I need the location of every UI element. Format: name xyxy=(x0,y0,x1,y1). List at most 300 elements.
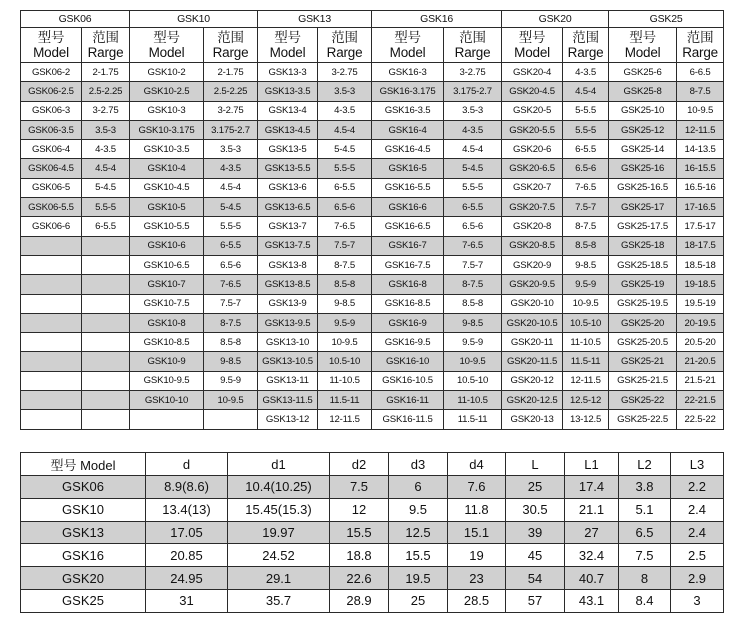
model-cell: GSK06-2.5 xyxy=(21,82,82,101)
dims-value-cell: 15.1 xyxy=(448,521,506,544)
model-header-en: Model xyxy=(33,45,69,60)
model-cell: GSK20-10.5 xyxy=(502,313,563,332)
model-cell: GSK13-12 xyxy=(258,410,318,429)
model-cell: GSK10-6 xyxy=(130,236,204,255)
table-row xyxy=(21,521,724,544)
range-cell: 5.5-5 xyxy=(318,159,372,178)
model-cell: GSK10-4.5 xyxy=(130,178,204,197)
range-cell: 10-9.5 xyxy=(563,294,609,313)
range-header-en: Rarge xyxy=(682,45,718,60)
dims-value-cell: 17.4 xyxy=(565,476,619,499)
range-cell: 10-9.5 xyxy=(677,101,724,120)
range-cell: 5.5-5 xyxy=(444,178,502,197)
dims-value-cell: 27 xyxy=(565,521,619,544)
dims-value-cell: 7.5 xyxy=(619,544,671,567)
table-row xyxy=(21,498,724,521)
range-cell: 17-16.5 xyxy=(677,198,724,217)
range-cell: 21.5-21 xyxy=(677,371,724,390)
dims-value-cell: 43.1 xyxy=(565,589,619,612)
table-row xyxy=(21,63,724,82)
model-cell: GSK10-10 xyxy=(130,391,204,410)
range-header-cn: 范围 xyxy=(331,30,358,45)
table-row xyxy=(21,159,724,178)
range-cell: 3-2.75 xyxy=(204,101,258,120)
model-cell: GSK20-7.5 xyxy=(502,198,563,217)
dims-value-cell: 29.1 xyxy=(228,567,330,590)
range-cell: 4-3.5 xyxy=(563,63,609,82)
model-cell: GSK13-7.5 xyxy=(258,236,318,255)
group-title: GSK13 xyxy=(258,11,372,28)
range-header-cn: 范围 xyxy=(459,30,486,45)
range-cell: 9-8.5 xyxy=(318,294,372,313)
dims-value-cell: 3 xyxy=(671,589,724,612)
empty-cell xyxy=(82,333,130,352)
range-cell: 5-5.5 xyxy=(563,101,609,120)
model-cell: GSK13-8.5 xyxy=(258,275,318,294)
model-cell: GSK25-16 xyxy=(609,159,677,178)
range-cell: 6-5.5 xyxy=(82,217,130,236)
model-cell: GSK10-7.5 xyxy=(130,294,204,313)
dims-value-cell: 35.7 xyxy=(228,589,330,612)
model-cell: GSK06-5 xyxy=(21,178,82,197)
range-cell: 22.5-22 xyxy=(677,410,724,429)
range-cell: 6.5-6 xyxy=(563,159,609,178)
range-cell: 4-3.5 xyxy=(318,101,372,120)
model-cell: GSK25-18.5 xyxy=(609,255,677,274)
dims-value-cell: 21.1 xyxy=(565,498,619,521)
model-cell: GSK13-7 xyxy=(258,217,318,236)
dims-value-cell: 2.5 xyxy=(671,544,724,567)
range-cell: 2-1.75 xyxy=(204,63,258,82)
dims-value-cell: 31 xyxy=(146,589,228,612)
model-header-en: Model xyxy=(269,45,306,60)
dims-model-cell: GSK06 xyxy=(21,476,146,499)
model-cell: GSK20-10 xyxy=(502,294,563,313)
table-row xyxy=(21,101,724,120)
model-header-cell xyxy=(609,28,677,63)
dims-value-cell: 24.52 xyxy=(228,544,330,567)
model-header-en: Model xyxy=(148,45,185,60)
model-cell: GSK10-3 xyxy=(130,101,204,120)
model-cell: GSK10-5 xyxy=(130,198,204,217)
range-cell: 4.5-4 xyxy=(82,159,130,178)
range-cell: 4.5-4 xyxy=(318,120,372,139)
range-cell: 10.5-10 xyxy=(318,352,372,371)
group-header-row xyxy=(21,11,724,28)
range-cell: 5.5-5 xyxy=(563,120,609,139)
range-cell: 9.5-9 xyxy=(204,371,258,390)
range-cell: 9-8.5 xyxy=(563,255,609,274)
model-cell: GSK10-9.5 xyxy=(130,371,204,390)
range-cell: 7.5-7 xyxy=(444,255,502,274)
model-cell: GSK10-4 xyxy=(130,159,204,178)
range-cell: 20-19.5 xyxy=(677,313,724,332)
table-row xyxy=(21,217,724,236)
model-header-cell xyxy=(258,28,318,63)
model-cell: GSK13-11.5 xyxy=(258,391,318,410)
range-cell: 3.5-3 xyxy=(444,101,502,120)
range-header-en: Rarge xyxy=(454,45,491,60)
range-cell: 3.5-3 xyxy=(318,82,372,101)
model-cell: GSK25-18 xyxy=(609,236,677,255)
model-cell: GSK20-5.5 xyxy=(502,120,563,139)
model-cell: GSK10-2.5 xyxy=(130,82,204,101)
dimensions-table xyxy=(20,452,724,613)
empty-cell xyxy=(82,294,130,313)
model-cell: GSK06-3 xyxy=(21,101,82,120)
model-cell: GSK20-5 xyxy=(502,101,563,120)
model-header-cn: 型号 xyxy=(153,30,180,45)
table-row xyxy=(21,476,724,499)
range-cell: 7-6.5 xyxy=(563,178,609,197)
dims-value-cell: 32.4 xyxy=(565,544,619,567)
dims-header-cell: d2 xyxy=(330,453,389,476)
model-cell: GSK13-3.5 xyxy=(258,82,318,101)
range-cell: 18.5-18 xyxy=(677,255,724,274)
model-cell: GSK06-4.5 xyxy=(21,159,82,178)
empty-cell xyxy=(204,410,258,429)
dims-value-cell: 6.5 xyxy=(619,521,671,544)
model-cell: GSK20-8.5 xyxy=(502,236,563,255)
dims-header-row xyxy=(21,453,724,476)
model-cell: GSK13-6.5 xyxy=(258,198,318,217)
range-cell: 12-11.5 xyxy=(318,410,372,429)
table-row xyxy=(21,178,724,197)
model-cell: GSK16-4 xyxy=(372,120,444,139)
range-cell: 9-8.5 xyxy=(444,313,502,332)
range-cell: 8-7.5 xyxy=(444,275,502,294)
model-cell: GSK25-17 xyxy=(609,198,677,217)
range-cell: 3.175-2.7 xyxy=(444,82,502,101)
table-row xyxy=(21,294,724,313)
range-cell: 8.5-8 xyxy=(563,236,609,255)
table-row xyxy=(21,371,724,390)
model-cell: GSK16-5 xyxy=(372,159,444,178)
table-row xyxy=(21,333,724,352)
model-cell: GSK25-17.5 xyxy=(609,217,677,236)
table-row xyxy=(21,140,724,159)
model-cell: GSK16-3.175 xyxy=(372,82,444,101)
range-cell: 7-6.5 xyxy=(444,236,502,255)
model-cell: GSK25-16.5 xyxy=(609,178,677,197)
model-cell: GSK25-21 xyxy=(609,352,677,371)
model-cell: GSK16-8.5 xyxy=(372,294,444,313)
dims-value-cell: 8.4 xyxy=(619,589,671,612)
model-cell: GSK10-7 xyxy=(130,275,204,294)
model-cell: GSK25-19.5 xyxy=(609,294,677,313)
range-cell: 16-15.5 xyxy=(677,159,724,178)
range-header-en: Rarge xyxy=(567,45,604,60)
table-row xyxy=(21,410,724,429)
dims-header-cell: L xyxy=(506,453,565,476)
dims-value-cell: 57 xyxy=(506,589,565,612)
model-header-en: Model xyxy=(389,45,426,60)
dims-value-cell: 7.6 xyxy=(448,476,506,499)
dims-value-cell: 11.8 xyxy=(448,498,506,521)
range-cell: 13-12.5 xyxy=(563,410,609,429)
range-cell: 6-5.5 xyxy=(318,178,372,197)
model-cell: GSK13-9 xyxy=(258,294,318,313)
dims-value-cell: 12 xyxy=(330,498,389,521)
model-header-cell xyxy=(372,28,444,63)
range-cell: 3.5-3 xyxy=(82,120,130,139)
model-cell: GSK16-7.5 xyxy=(372,255,444,274)
range-cell: 3-2.75 xyxy=(444,63,502,82)
model-header-cell xyxy=(502,28,563,63)
model-cell: GSK25-12 xyxy=(609,120,677,139)
range-cell: 3-2.75 xyxy=(318,63,372,82)
range-cell: 9.5-9 xyxy=(444,333,502,352)
model-cell: GSK20-7 xyxy=(502,178,563,197)
model-cell: GSK13-9.5 xyxy=(258,313,318,332)
table-row xyxy=(21,589,724,612)
dims-model-cell: GSK20 xyxy=(21,567,146,590)
range-cell: 14-13.5 xyxy=(677,140,724,159)
dims-value-cell: 28.5 xyxy=(448,589,506,612)
range-cell: 8-7.5 xyxy=(563,217,609,236)
dims-value-cell: 2.4 xyxy=(671,498,724,521)
table-row xyxy=(21,275,724,294)
empty-cell xyxy=(21,255,82,274)
group-title: GSK25 xyxy=(609,11,724,28)
group-title: GSK16 xyxy=(372,11,502,28)
model-cell: GSK25-14 xyxy=(609,140,677,159)
model-header-en: Model xyxy=(624,45,661,60)
empty-cell xyxy=(21,352,82,371)
model-header-cn: 型号 xyxy=(274,30,301,45)
empty-cell xyxy=(82,352,130,371)
model-cell: GSK16-9 xyxy=(372,313,444,332)
dims-value-cell: 8.9(8.6) xyxy=(146,476,228,499)
model-cell: GSK20-6.5 xyxy=(502,159,563,178)
range-cell: 16.5-16 xyxy=(677,178,724,197)
model-cell: GSK16-11.5 xyxy=(372,410,444,429)
model-cell: GSK13-3 xyxy=(258,63,318,82)
range-cell: 10.5-10 xyxy=(563,313,609,332)
dims-value-cell: 45 xyxy=(506,544,565,567)
empty-cell xyxy=(21,391,82,410)
range-cell: 7-6.5 xyxy=(318,217,372,236)
table-row xyxy=(21,567,724,590)
model-header-en: Model xyxy=(514,45,550,60)
model-cell: GSK20-4.5 xyxy=(502,82,563,101)
model-cell: GSK10-3.5 xyxy=(130,140,204,159)
model-header-cell xyxy=(21,28,82,63)
dims-value-cell: 2.4 xyxy=(671,521,724,544)
range-cell: 20.5-20 xyxy=(677,333,724,352)
empty-cell xyxy=(21,371,82,390)
model-cell: GSK20-8 xyxy=(502,217,563,236)
range-cell: 3-2.75 xyxy=(82,101,130,120)
empty-cell xyxy=(21,294,82,313)
range-cell: 11.5-11 xyxy=(318,391,372,410)
model-header-cn: 型号 xyxy=(629,30,656,45)
model-cell: GSK16-3.5 xyxy=(372,101,444,120)
model-cell: GSK20-9.5 xyxy=(502,275,563,294)
model-cell: GSK10-5.5 xyxy=(130,217,204,236)
dims-value-cell: 25 xyxy=(389,589,448,612)
dims-value-cell: 9.5 xyxy=(389,498,448,521)
model-cell: GSK13-10 xyxy=(258,333,318,352)
dims-value-cell: 30.5 xyxy=(506,498,565,521)
range-cell: 18-17.5 xyxy=(677,236,724,255)
range-cell: 4-3.5 xyxy=(444,120,502,139)
model-cell: GSK06-6 xyxy=(21,217,82,236)
range-cell: 11-10.5 xyxy=(563,333,609,352)
range-cell: 6-5.5 xyxy=(563,140,609,159)
dims-model-cell: GSK10 xyxy=(21,498,146,521)
range-cell: 4.5-4 xyxy=(204,178,258,197)
model-cell: GSK20-12.5 xyxy=(502,391,563,410)
model-cell: GSK10-3.175 xyxy=(130,120,204,139)
empty-cell xyxy=(21,275,82,294)
table-row xyxy=(21,544,724,567)
dims-header-cell: L1 xyxy=(565,453,619,476)
range-cell: 8.5-8 xyxy=(318,275,372,294)
dims-value-cell: 15.5 xyxy=(330,521,389,544)
range-cell: 22-21.5 xyxy=(677,391,724,410)
model-cell: GSK16-4.5 xyxy=(372,140,444,159)
dims-value-cell: 2.9 xyxy=(671,567,724,590)
dims-header-cell: d3 xyxy=(389,453,448,476)
dims-value-cell: 15.45(15.3) xyxy=(228,498,330,521)
range-cell: 2.5-2.25 xyxy=(204,82,258,101)
empty-cell xyxy=(82,313,130,332)
model-cell: GSK20-11 xyxy=(502,333,563,352)
model-cell: GSK13-5.5 xyxy=(258,159,318,178)
model-cell: GSK16-6 xyxy=(372,198,444,217)
range-cell: 8-7.5 xyxy=(318,255,372,274)
range-header-cell xyxy=(563,28,609,63)
dims-value-cell: 23 xyxy=(448,567,506,590)
empty-cell xyxy=(82,410,130,429)
range-cell: 8.5-8 xyxy=(204,333,258,352)
table-row xyxy=(21,236,724,255)
dims-header-cell: 型号 Model xyxy=(21,453,146,476)
range-cell: 5.5-5 xyxy=(204,217,258,236)
dims-model-cell: GSK13 xyxy=(21,521,146,544)
range-cell: 4.5-4 xyxy=(444,140,502,159)
range-header-cell xyxy=(444,28,502,63)
range-cell: 11.5-11 xyxy=(444,410,502,429)
range-cell: 21-20.5 xyxy=(677,352,724,371)
dims-header-cell: d1 xyxy=(228,453,330,476)
range-header-en: Rarge xyxy=(326,45,363,60)
range-header-en: Rarge xyxy=(87,45,124,60)
model-header-cn: 型号 xyxy=(518,30,546,45)
range-cell: 4.5-4 xyxy=(563,82,609,101)
model-cell: GSK13-4.5 xyxy=(258,120,318,139)
model-cell: GSK25-10 xyxy=(609,101,677,120)
model-cell: GSK13-4 xyxy=(258,101,318,120)
range-cell: 11-10.5 xyxy=(318,371,372,390)
table-row xyxy=(21,82,724,101)
empty-cell xyxy=(82,371,130,390)
model-cell: GSK06-5.5 xyxy=(21,198,82,217)
empty-cell xyxy=(21,333,82,352)
model-cell: GSK20-13 xyxy=(502,410,563,429)
dims-value-cell: 39 xyxy=(506,521,565,544)
table-row xyxy=(21,198,724,217)
dims-value-cell: 22.6 xyxy=(330,567,389,590)
model-cell: GSK10-8 xyxy=(130,313,204,332)
range-cell: 4-3.5 xyxy=(82,140,130,159)
dims-value-cell: 19 xyxy=(448,544,506,567)
dims-header-cell: L2 xyxy=(619,453,671,476)
dims-value-cell: 5.1 xyxy=(619,498,671,521)
model-cell: GSK20-6 xyxy=(502,140,563,159)
dims-header-cell: L3 xyxy=(671,453,724,476)
range-cell: 8.5-8 xyxy=(444,294,502,313)
model-header-cn: 型号 xyxy=(394,30,421,45)
range-cell: 2-1.75 xyxy=(82,63,130,82)
range-header-cell xyxy=(82,28,130,63)
range-cell: 5-4.5 xyxy=(444,159,502,178)
range-cell: 6-5.5 xyxy=(444,198,502,217)
empty-cell xyxy=(21,236,82,255)
range-cell: 3.175-2.7 xyxy=(204,120,258,139)
model-cell: GSK25-19 xyxy=(609,275,677,294)
range-cell: 5-4.5 xyxy=(204,198,258,217)
table-row xyxy=(21,120,724,139)
dims-value-cell: 19.97 xyxy=(228,521,330,544)
model-cell: GSK10-6.5 xyxy=(130,255,204,274)
range-cell: 5-4.5 xyxy=(82,178,130,197)
model-cell: GSK06-4 xyxy=(21,140,82,159)
range-cell: 4-3.5 xyxy=(204,159,258,178)
model-cell: GSK20-11.5 xyxy=(502,352,563,371)
range-header-cell xyxy=(677,28,724,63)
group-title: GSK10 xyxy=(130,11,258,28)
range-header-cn: 范围 xyxy=(686,30,714,45)
dims-value-cell: 12.5 xyxy=(389,521,448,544)
range-cell: 9.5-9 xyxy=(563,275,609,294)
range-cell: 10-9.5 xyxy=(204,391,258,410)
range-cell: 2.5-2.25 xyxy=(82,82,130,101)
range-cell: 8-7.5 xyxy=(204,313,258,332)
table-row xyxy=(21,255,724,274)
range-cell: 3.5-3 xyxy=(204,140,258,159)
range-cell: 6-5.5 xyxy=(204,236,258,255)
range-cell: 19-18.5 xyxy=(677,275,724,294)
model-cell: GSK13-8 xyxy=(258,255,318,274)
dims-value-cell: 17.05 xyxy=(146,521,228,544)
range-cell: 10-9.5 xyxy=(444,352,502,371)
model-cell: GSK25-6 xyxy=(609,63,677,82)
range-cell: 7-6.5 xyxy=(204,275,258,294)
model-cell: GSK25-22 xyxy=(609,391,677,410)
model-cell: GSK20-12 xyxy=(502,371,563,390)
range-cell: 6-6.5 xyxy=(677,63,724,82)
range-cell: 7.5-7 xyxy=(318,236,372,255)
empty-cell xyxy=(21,313,82,332)
model-range-table xyxy=(20,10,724,430)
model-cell: GSK10-8.5 xyxy=(130,333,204,352)
table-row xyxy=(21,391,724,410)
dims-model-cell: GSK16 xyxy=(21,544,146,567)
dims-value-cell: 10.4(10.25) xyxy=(228,476,330,499)
range-header-cn: 范围 xyxy=(92,30,119,45)
dims-value-cell: 13.4(13) xyxy=(146,498,228,521)
empty-cell xyxy=(82,275,130,294)
range-cell: 17.5-17 xyxy=(677,217,724,236)
dims-value-cell: 18.8 xyxy=(330,544,389,567)
empty-cell xyxy=(82,391,130,410)
dims-value-cell: 28.9 xyxy=(330,589,389,612)
range-cell: 7.5-7 xyxy=(563,198,609,217)
model-cell: GSK13-10.5 xyxy=(258,352,318,371)
range-cell: 6.5-6 xyxy=(204,255,258,274)
